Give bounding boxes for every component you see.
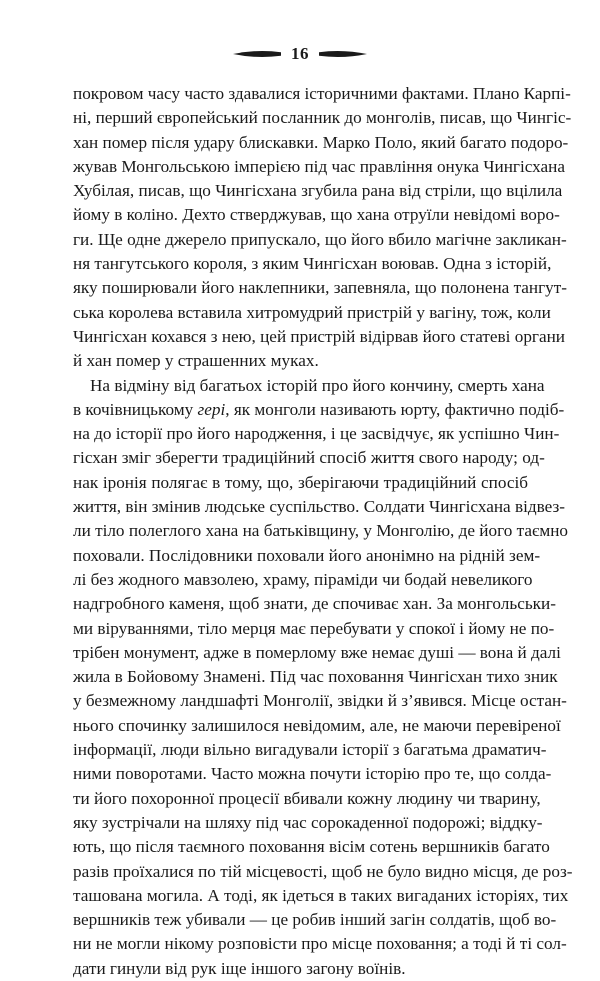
text-line: дати гинули від рук іще іншого загону воїнів. bbox=[73, 958, 406, 978]
text-line: й хан помер у страшенних муках. bbox=[73, 351, 319, 371]
text-line: надгробного каменя, щоб знати, де спочиває хан. За монгольськи- bbox=[73, 594, 556, 614]
text-line: жила в Бойовому Знамені. Під час поховання Чингісхан тихо зник bbox=[73, 667, 558, 687]
italic-term: гері bbox=[197, 399, 226, 419]
text-line: яку поширювали його наклепники, запевняла, що полонена тангут- bbox=[73, 278, 567, 298]
text-line: у безмежному ландшафті Монголії, звідки й з’явився. Місце остан- bbox=[73, 691, 567, 711]
text-line: гісхан зміг зберегти традиційний спосіб життя свого народу; од- bbox=[73, 448, 545, 468]
text-line: Чингісхан кохався з нею, цей пристрій відірвав його статеві органи bbox=[73, 326, 565, 346]
paragraph-2 bbox=[73, 374, 573, 981]
text-line: ми віруваннями, тіло мерця має перебувати у спокої і йому не по- bbox=[73, 618, 555, 638]
page-number: 16 bbox=[291, 44, 309, 63]
text-line: хан помер після удару блискавки. Марко Поло, який багато подоро- bbox=[73, 132, 569, 152]
body-text bbox=[73, 82, 573, 981]
text-line: вершників теж убивали — це робив інший загін солдатів, щоб во- bbox=[73, 910, 557, 930]
text-line: ли тіло полеглого хана на батьківщину, у Монголію, де його таємно bbox=[73, 521, 568, 541]
text-line: інформації, люди вільно вигадували історії з багатьма драматич- bbox=[73, 740, 547, 760]
text-line: трібен монумент, адже в померлому вже немає душі — вона й далі bbox=[73, 642, 561, 662]
text-span: , як монголи називають юрту, фактично подіб- bbox=[225, 399, 565, 419]
text-line: ти його похоронної процесії вбивали кожну людину чи тварину, bbox=[73, 788, 541, 808]
text-line: ють, що після таємного поховання вісім сотень вершників багато bbox=[73, 837, 550, 857]
text-line: Хубілая, писав, що Чингісхана згубила рана від стріли, що вцілила bbox=[73, 181, 563, 201]
text-line: ними поворотами. Часто можна почути історію про те, що солда- bbox=[73, 764, 552, 784]
text-line: нього спочинку залишилося невідомим, але, не маючи перевіреної bbox=[73, 715, 561, 735]
text-line: ська королева вставила хитромудрий пристрій у вагіну, тож, коли bbox=[73, 302, 551, 322]
text-line: ні, перший європейський посланник до монголів, писав, що Чингіс- bbox=[73, 108, 572, 128]
text-line: ташована могила. А тоді, як ідеться в таких вигаданих історіях, тих bbox=[73, 885, 569, 905]
text-line: яку зустрічали на шляху під час сорокаденної подорожі; віддку- bbox=[73, 812, 543, 832]
text-line: на до історії про його народження, і це засвідчує, як успішно Чин- bbox=[73, 424, 560, 444]
page-header bbox=[0, 40, 600, 68]
paragraph-1 bbox=[73, 82, 572, 374]
text-line: жував Монгольською імперією під час правління онука Чингісхана bbox=[73, 156, 565, 176]
text-line: На відміну від багатьох історій про його кончину, смерть хана bbox=[90, 375, 545, 395]
text-line: ги. Ще одне джерело припускало, що його вбило магічне закликан- bbox=[73, 229, 567, 249]
text-line: покровом часу часто здавалися історичними фактами. Плано Карпі- bbox=[73, 84, 571, 103]
text-line: життя, він змінив людське суспільство. Солдати Чингісхана відвез- bbox=[73, 497, 565, 517]
text-line: разів проїхалися по тій місцевості, щоб не було видно місця, де роз- bbox=[73, 861, 573, 881]
text-line: йому в коліно. Дехто стверджував, що хана отруїли невідомі воро- bbox=[73, 205, 560, 225]
text-line: нак іронія полягає в тому, що, зберігаючи традиційний спосіб bbox=[73, 472, 528, 492]
text-line: ня тангутського короля, з яким Чингісхан воював. Одна з історій, bbox=[73, 254, 552, 274]
text-span: в кочівницькому bbox=[73, 399, 198, 419]
left-ornament-icon bbox=[233, 49, 281, 59]
text-line-with-italic bbox=[73, 398, 565, 422]
text-line: поховали. Послідовники поховали його анонімно на рідній зем- bbox=[73, 545, 541, 565]
text-line: лі без жодного мавзолею, храму, піраміди чи бодай невеликого bbox=[73, 569, 533, 589]
text-line: ни не могли нікому розповісти про місце поховання; а тоді й ті сол- bbox=[73, 934, 567, 954]
right-ornament-icon bbox=[319, 49, 367, 59]
